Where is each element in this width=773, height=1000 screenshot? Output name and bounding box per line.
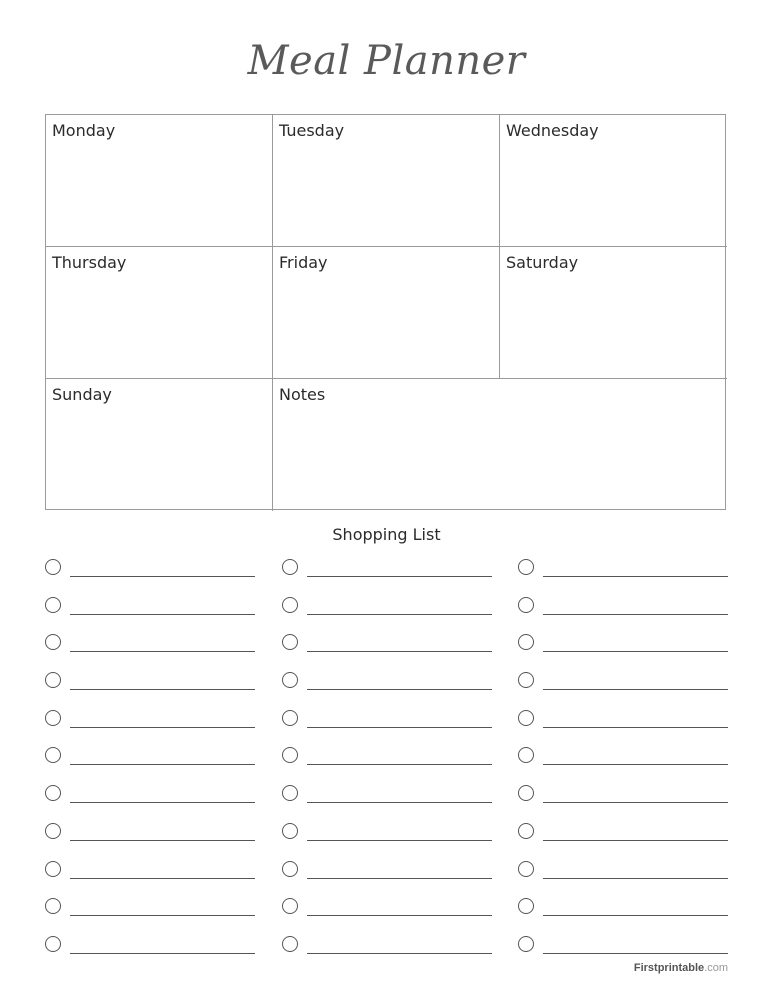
write-in-line[interactable] — [307, 878, 492, 879]
shopping-list-title: Shopping List — [332, 525, 441, 544]
checkbox-circle[interactable] — [282, 936, 298, 952]
write-in-line[interactable] — [307, 915, 492, 916]
write-in-line[interactable] — [70, 727, 255, 728]
shopping-list-item — [518, 784, 728, 822]
day-cell-monday[interactable]: Monday — [46, 115, 273, 247]
brand-domain: .com — [704, 962, 728, 974]
checkbox-circle[interactable] — [45, 747, 61, 763]
checkbox-circle[interactable] — [282, 634, 298, 650]
shopping-list-column-2 — [282, 558, 492, 973]
write-in-line[interactable] — [70, 764, 255, 765]
day-cell-thursday[interactable]: Thursday — [46, 247, 273, 379]
shopping-list-item — [282, 935, 492, 973]
checkbox-circle[interactable] — [45, 710, 61, 726]
checkbox-circle[interactable] — [45, 785, 61, 801]
checkbox-circle[interactable] — [518, 785, 534, 801]
notes-cell[interactable]: Notes — [279, 385, 326, 404]
write-in-line[interactable] — [70, 915, 255, 916]
write-in-line[interactable] — [307, 953, 492, 954]
checkbox-circle[interactable] — [282, 823, 298, 839]
write-in-line[interactable] — [543, 953, 728, 954]
shopping-list-item — [45, 897, 255, 935]
shopping-list-item — [45, 860, 255, 898]
write-in-line[interactable] — [70, 576, 255, 577]
checkbox-circle[interactable] — [282, 559, 298, 575]
checkbox-circle[interactable] — [518, 634, 534, 650]
shopping-list-item — [282, 822, 492, 860]
shopping-list-item — [518, 596, 728, 634]
shopping-list-item — [282, 784, 492, 822]
checkbox-circle[interactable] — [45, 597, 61, 613]
shopping-list-item — [518, 671, 728, 709]
write-in-line[interactable] — [543, 764, 728, 765]
write-in-line[interactable] — [307, 840, 492, 841]
write-in-line[interactable] — [70, 953, 255, 954]
checkbox-circle[interactable] — [45, 634, 61, 650]
write-in-line[interactable] — [307, 651, 492, 652]
shopping-list-item — [282, 746, 492, 784]
shopping-list-item — [282, 671, 492, 709]
write-in-line[interactable] — [543, 878, 728, 879]
write-in-line[interactable] — [543, 840, 728, 841]
shopping-list-item — [282, 860, 492, 898]
day-cell-wednesday[interactable]: Wednesday — [500, 115, 727, 247]
shopping-list-item — [518, 822, 728, 860]
shopping-list-item — [518, 897, 728, 935]
write-in-line[interactable] — [70, 614, 255, 615]
shopping-list-item — [45, 596, 255, 634]
shopping-list-item — [282, 633, 492, 671]
checkbox-circle[interactable] — [282, 672, 298, 688]
checkbox-circle[interactable] — [518, 861, 534, 877]
checkbox-circle[interactable] — [282, 861, 298, 877]
shopping-list-item — [45, 633, 255, 671]
page-title: Meal Planner — [247, 38, 526, 84]
week-grid — [45, 114, 726, 510]
shopping-list-item — [518, 558, 728, 596]
shopping-list-item — [282, 558, 492, 596]
write-in-line[interactable] — [307, 764, 492, 765]
checkbox-circle[interactable] — [282, 785, 298, 801]
brand-name: Firstprintable — [633, 962, 705, 974]
write-in-line[interactable] — [543, 802, 728, 803]
shopping-list-item — [518, 633, 728, 671]
shopping-list-item — [45, 935, 255, 973]
shopping-list-item — [518, 860, 728, 898]
checkbox-circle[interactable] — [45, 672, 61, 688]
write-in-line[interactable] — [543, 614, 728, 615]
shopping-list-item — [282, 596, 492, 634]
shopping-list-item — [45, 671, 255, 709]
shopping-list-item — [282, 897, 492, 935]
write-in-line[interactable] — [307, 614, 492, 615]
shopping-list-item — [45, 822, 255, 860]
write-in-line[interactable] — [543, 689, 728, 690]
write-in-line[interactable] — [543, 727, 728, 728]
checkbox-circle[interactable] — [518, 823, 534, 839]
day-cell-friday[interactable]: Friday — [273, 247, 500, 379]
write-in-line[interactable] — [70, 651, 255, 652]
checkbox-circle[interactable] — [518, 710, 534, 726]
checkbox-circle[interactable] — [518, 936, 534, 952]
checkbox-circle[interactable] — [518, 672, 534, 688]
checkbox-circle[interactable] — [45, 559, 61, 575]
write-in-line[interactable] — [543, 576, 728, 577]
write-in-line[interactable] — [543, 915, 728, 916]
write-in-line[interactable] — [307, 689, 492, 690]
shopping-list-column-1 — [45, 558, 255, 973]
write-in-line[interactable] — [70, 689, 255, 690]
checkbox-circle[interactable] — [518, 747, 534, 763]
write-in-line[interactable] — [70, 840, 255, 841]
shopping-list-item — [282, 709, 492, 747]
shopping-list-column-3 — [518, 558, 728, 973]
shopping-list-item — [45, 746, 255, 784]
day-cell-sunday[interactable]: Sunday — [46, 379, 273, 511]
brand-footer — [634, 962, 728, 974]
checkbox-circle[interactable] — [282, 710, 298, 726]
write-in-line[interactable] — [543, 651, 728, 652]
shopping-list-item — [518, 709, 728, 747]
write-in-line[interactable] — [70, 878, 255, 879]
checkbox-circle[interactable] — [518, 559, 534, 575]
day-cell-saturday[interactable]: Saturday — [500, 247, 727, 379]
checkbox-circle[interactable] — [518, 597, 534, 613]
write-in-line[interactable] — [307, 802, 492, 803]
shopping-list-item — [45, 709, 255, 747]
checkbox-circle[interactable] — [45, 936, 61, 952]
checkbox-circle[interactable] — [282, 747, 298, 763]
shopping-list-item — [45, 784, 255, 822]
write-in-line[interactable] — [307, 576, 492, 577]
checkbox-circle[interactable] — [518, 898, 534, 914]
checkbox-circle[interactable] — [282, 597, 298, 613]
checkbox-circle[interactable] — [282, 898, 298, 914]
checkbox-circle[interactable] — [45, 898, 61, 914]
shopping-list-item — [518, 746, 728, 784]
write-in-line[interactable] — [70, 802, 255, 803]
shopping-list-item — [45, 558, 255, 596]
checkbox-circle[interactable] — [45, 823, 61, 839]
checkbox-circle[interactable] — [45, 861, 61, 877]
day-cell-tuesday[interactable]: Tuesday — [273, 115, 500, 247]
write-in-line[interactable] — [307, 727, 492, 728]
